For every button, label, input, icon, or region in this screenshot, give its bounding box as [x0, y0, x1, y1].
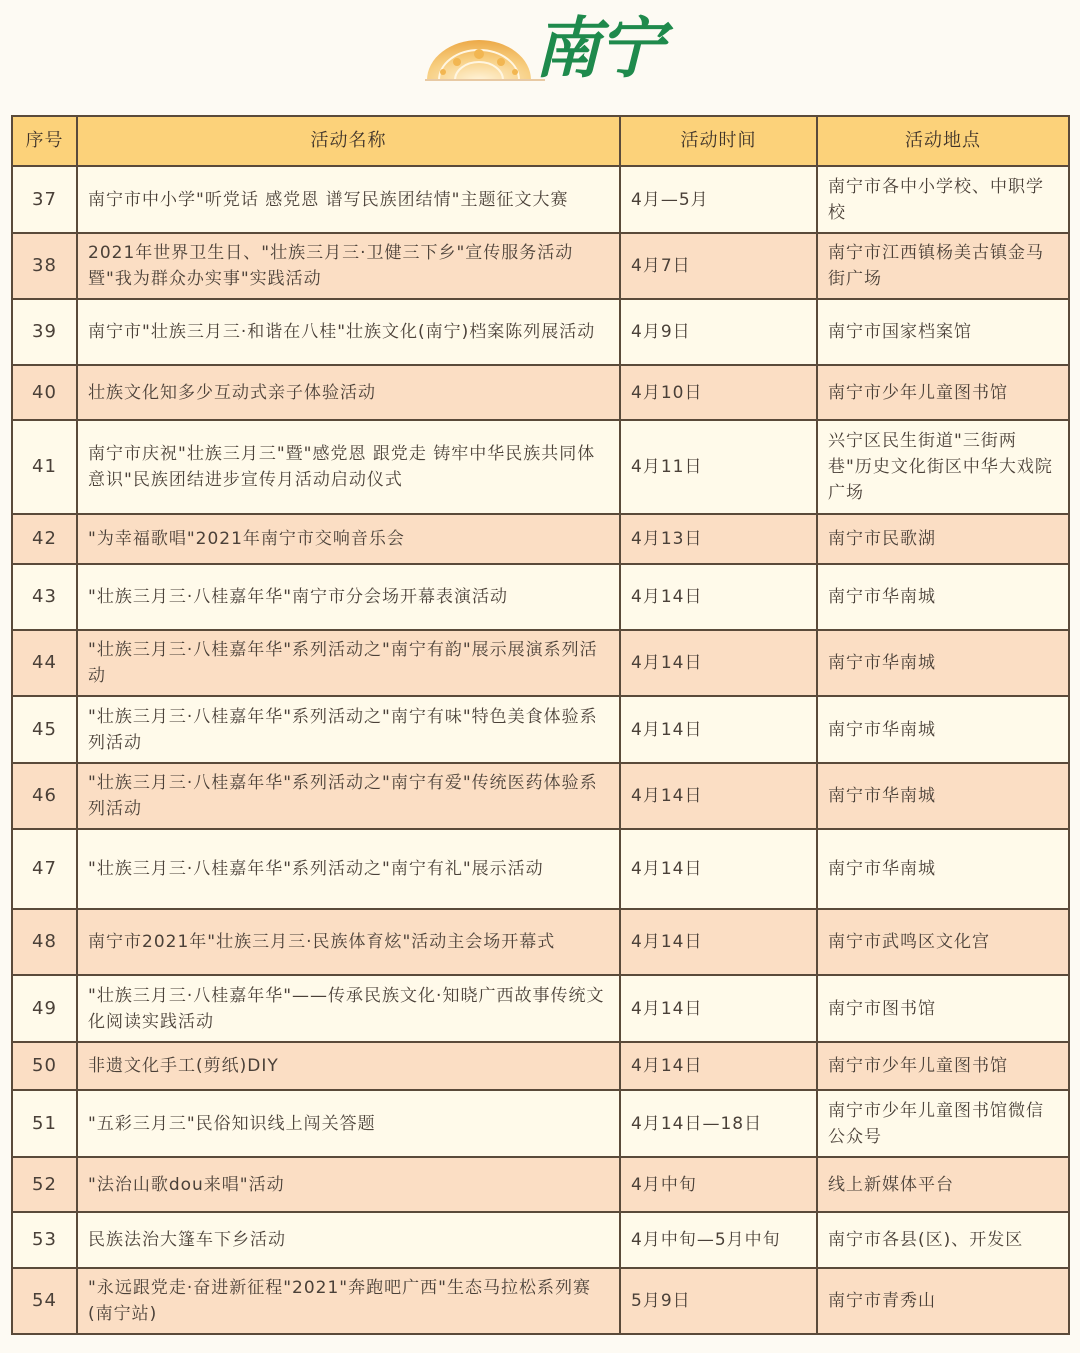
cell-number: 54: [12, 1268, 77, 1334]
cell-place: 南宁市华南城: [817, 696, 1069, 763]
cell-name: 非遗文化手工(剪纸)DIY: [77, 1042, 620, 1090]
table-row: [12, 1090, 1069, 1157]
cell-place: 线上新媒体平台: [817, 1157, 1069, 1212]
cell-number: 52: [12, 1157, 77, 1212]
cell-time: 4月14日: [620, 630, 817, 696]
cell-place: 南宁市国家档案馆: [817, 299, 1069, 365]
cell-number: 45: [12, 696, 77, 763]
cell-number: 39: [12, 299, 77, 365]
cell-place: 南宁市少年儿童图书馆: [817, 1042, 1069, 1090]
table-row: [12, 564, 1069, 630]
cell-time: 4月7日: [620, 233, 817, 299]
cell-name: "壮族三月三·八桂嘉年华"系列活动之"南宁有礼"展示活动: [77, 829, 620, 909]
cell-number: 53: [12, 1212, 77, 1268]
cell-number: 47: [12, 829, 77, 909]
table-row: [12, 365, 1069, 420]
cell-place: 南宁市武鸣区文化宫: [817, 909, 1069, 975]
cell-name: "永远跟党走·奋进新征程"2021"奔跑吧广西"生态马拉松系列赛(南宁站): [77, 1268, 620, 1334]
cell-time: 4月14日: [620, 829, 817, 909]
column-header-time: 活动时间: [620, 116, 817, 166]
cell-place: 南宁市图书馆: [817, 975, 1069, 1042]
cell-time: 4月14日: [620, 909, 817, 975]
cell-time: 5月9日: [620, 1268, 817, 1334]
cell-name: 南宁市"壮族三月三·和谐在八桂"壮族文化(南宁)档案陈列展活动: [77, 299, 620, 365]
cell-name: "壮族三月三·八桂嘉年华"系列活动之"南宁有韵"展示展演系列活动: [77, 630, 620, 696]
cell-name: 壮族文化知多少互动式亲子体验活动: [77, 365, 620, 420]
cell-place: 南宁市民歌湖: [817, 514, 1069, 564]
cell-time: 4月中旬—5月中旬: [620, 1212, 817, 1268]
cell-name: 南宁市庆祝"壮族三月三"暨"感党恩 跟党走 铸牢中华民族共同体意识"民族团结进步宣传月活动启动仪式: [77, 420, 620, 514]
cell-time: 4月14日—18日: [620, 1090, 817, 1157]
cell-place: 南宁市华南城: [817, 763, 1069, 829]
cell-place: 南宁市江西镇杨美古镇金马街广场: [817, 233, 1069, 299]
table-row: [12, 1212, 1069, 1268]
cell-name: 南宁市中小学"听党话 感党恩 谱写民族团结情"主题征文大赛: [77, 166, 620, 233]
table-row: [12, 514, 1069, 564]
cell-time: 4月13日: [620, 514, 817, 564]
table-row: [12, 1157, 1069, 1212]
table-row: [12, 630, 1069, 696]
cell-name: "法治山歌dou来唱"活动: [77, 1157, 620, 1212]
cell-place: 南宁市少年儿童图书馆: [817, 365, 1069, 420]
table-row: [12, 420, 1069, 514]
cell-time: 4月—5月: [620, 166, 817, 233]
cell-number: 42: [12, 514, 77, 564]
cell-name: 南宁市2021年"壮族三月三·民族体育炫"活动主会场开幕式: [77, 909, 620, 975]
events-table: [11, 115, 1070, 1335]
title-underline: [425, 79, 545, 81]
table-row: [12, 1042, 1069, 1090]
cell-time: 4月14日: [620, 1042, 817, 1090]
cell-number: 41: [12, 420, 77, 514]
decorative-fan-emblem-icon: [425, 40, 533, 82]
cell-number: 40: [12, 365, 77, 420]
cell-time: 4月14日: [620, 696, 817, 763]
page-title: 南宁: [534, 9, 662, 87]
cell-name: "五彩三月三"民俗知识线上闯关答题: [77, 1090, 620, 1157]
table-row: [12, 975, 1069, 1042]
table-row: [12, 909, 1069, 975]
table-row: [12, 696, 1069, 763]
cell-place: 南宁市华南城: [817, 630, 1069, 696]
cell-name: 民族法治大篷车下乡活动: [77, 1212, 620, 1268]
table-row: [12, 829, 1069, 909]
column-header-number: 序号: [12, 116, 77, 166]
cell-place: 南宁市各中小学校、中职学校: [817, 166, 1069, 233]
cell-number: 44: [12, 630, 77, 696]
cell-name: 2021年世界卫生日、"壮族三月三·卫健三下乡"宣传服务活动暨"我为群众办实事"实践活动: [77, 233, 620, 299]
table-row: [12, 233, 1069, 299]
cell-time: 4月14日: [620, 763, 817, 829]
cell-number: 38: [12, 233, 77, 299]
cell-name: "壮族三月三·八桂嘉年华"系列活动之"南宁有味"特色美食体验系列活动: [77, 696, 620, 763]
cell-place: 兴宁区民生街道"三街两巷"历史文化街区中华大戏院广场: [817, 420, 1069, 514]
table-row: [12, 763, 1069, 829]
column-header-place: 活动地点: [817, 116, 1069, 166]
cell-place: 南宁市华南城: [817, 564, 1069, 630]
cell-place: 南宁市华南城: [817, 829, 1069, 909]
cell-number: 43: [12, 564, 77, 630]
cell-place: 南宁市各县(区)、开发区: [817, 1212, 1069, 1268]
cell-number: 49: [12, 975, 77, 1042]
cell-number: 48: [12, 909, 77, 975]
cell-number: 51: [12, 1090, 77, 1157]
cell-time: 4月14日: [620, 975, 817, 1042]
cell-name: "壮族三月三·八桂嘉年华"系列活动之"南宁有爱"传统医药体验系列活动: [77, 763, 620, 829]
table-row: [12, 1268, 1069, 1334]
cell-name: "壮族三月三·八桂嘉年华"——传承民族文化·知晓广西故事传统文化阅读实践活动: [77, 975, 620, 1042]
cell-time: 4月9日: [620, 299, 817, 365]
table-row: [12, 299, 1069, 365]
table-header-row: [12, 116, 1069, 166]
cell-place: 南宁市少年儿童图书馆微信公众号: [817, 1090, 1069, 1157]
cell-time: 4月11日: [620, 420, 817, 514]
table-row: [12, 166, 1069, 233]
cell-time: 4月14日: [620, 564, 817, 630]
cell-name: "壮族三月三·八桂嘉年华"南宁市分会场开幕表演活动: [77, 564, 620, 630]
cell-place: 南宁市青秀山: [817, 1268, 1069, 1334]
column-header-name: 活动名称: [77, 116, 620, 166]
cell-number: 37: [12, 166, 77, 233]
cell-name: "为幸福歌唱"2021年南宁市交响音乐会: [77, 514, 620, 564]
cell-time: 4月10日: [620, 365, 817, 420]
cell-number: 46: [12, 763, 77, 829]
cell-time: 4月中旬: [620, 1157, 817, 1212]
page-header: [0, 0, 1080, 110]
cell-number: 50: [12, 1042, 77, 1090]
